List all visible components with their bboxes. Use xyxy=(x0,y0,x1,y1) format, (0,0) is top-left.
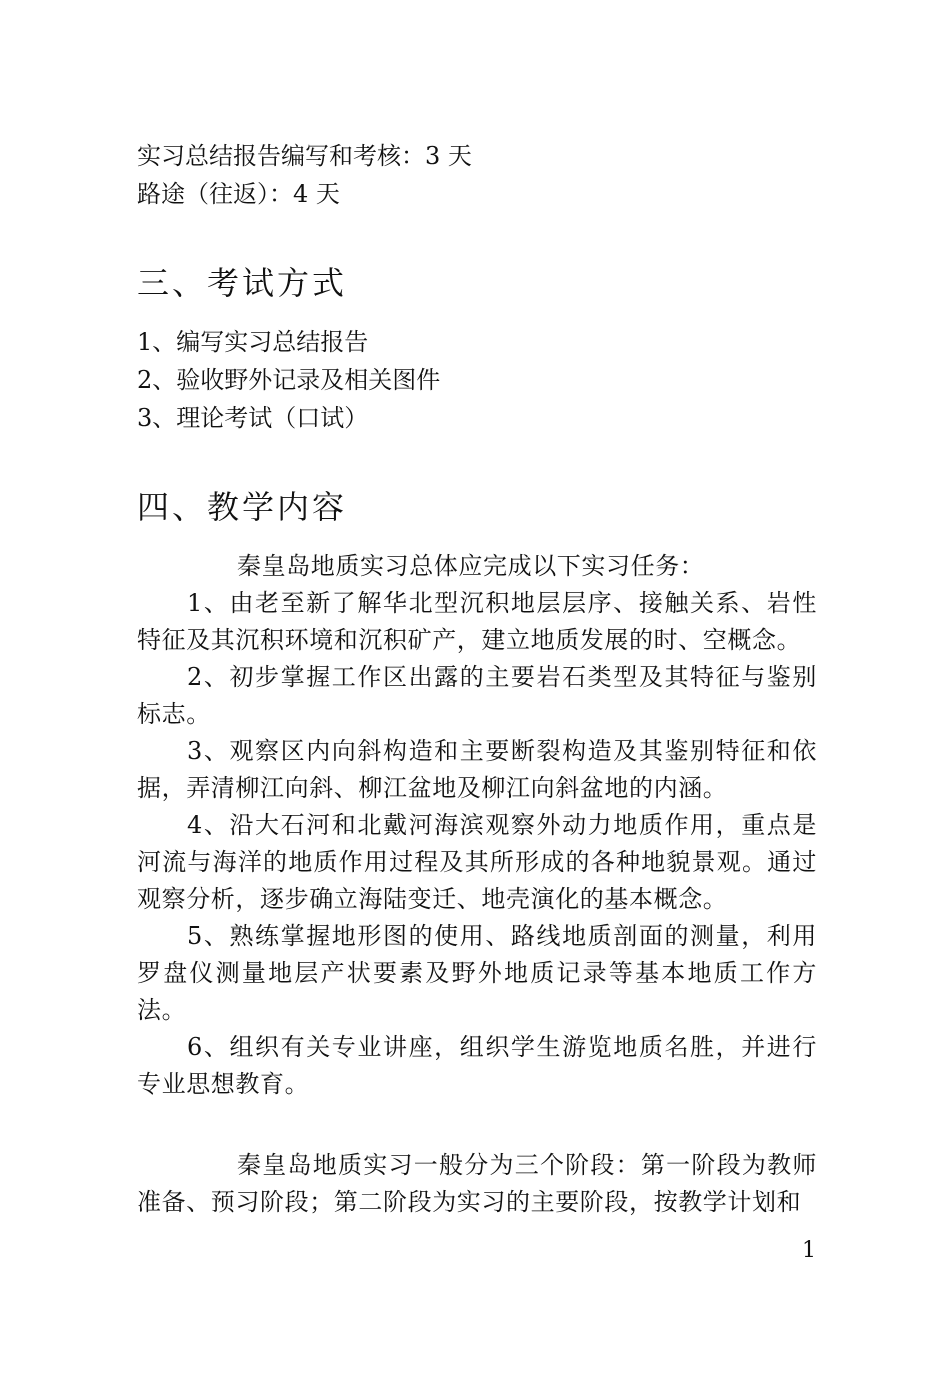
exam-item-3: 3、理论考试（口试） xyxy=(137,404,369,432)
exam-item-1: 1、编写实习总结报告 xyxy=(137,328,369,356)
teaching-intro: 秦皇岛地质实习总体应完成以下实习任务： xyxy=(237,552,705,580)
travel-duration-line: 路途（往返）：4 天 xyxy=(137,180,340,208)
report-duration-line: 实习总结报告编写和考核：3 天 xyxy=(137,142,472,170)
task-paragraph-5: 5、熟练掌握地形图的使用、路线地质剖面的测量，利用罗盘仪测量地层产状要素及野外地质记录等基本地质工作方法。 xyxy=(137,922,817,1024)
schedule-block xyxy=(137,137,817,213)
task-paragraph-4: 4、沿大石河和北戴河海滨观察外动力地质作用，重点是河流与海洋的地质作用过程及其所形成的各种地貌景观。通过观察分析，逐步确立海陆变迁、地壳演化的基本概念。 xyxy=(137,811,817,913)
exam-method-list xyxy=(137,323,817,437)
task-paragraph-2: 2、初步掌握工作区出露的主要岩石类型及其特征与鉴别标志。 xyxy=(137,663,817,728)
task-paragraph-3: 3、观察区内向斜构造和主要断裂构造及其鉴别特征和依据，弄清柳江向斜、柳江盆地及柳江向斜盆地的内涵。 xyxy=(137,737,817,802)
section-heading-teaching-content: 四、教学内容 xyxy=(137,488,348,526)
task-paragraph-1: 1、由老至新了解华北型沉积地层层序、接触关系、岩性特征及其沉积环境和沉积矿产，建立地质发展的时、空概念。 xyxy=(137,589,817,654)
page-number: 1 xyxy=(802,1238,816,1263)
section-heading-exam-method: 三、考试方式 xyxy=(137,264,348,302)
stages-block xyxy=(137,1147,817,1221)
stages-paragraph: 秦皇岛地质实习一般分为三个阶段：第一阶段为教师准备、预习阶段；第二阶段为实习的主要阶段，按教学计划和 xyxy=(137,1151,817,1216)
exam-item-2: 2、验收野外记录及相关图件 xyxy=(137,366,441,394)
task-paragraph-6: 6、组织有关专业讲座，组织学生游览地质名胜，并进行专业思想教育。 xyxy=(137,1033,817,1098)
teaching-content-body xyxy=(137,548,817,1103)
